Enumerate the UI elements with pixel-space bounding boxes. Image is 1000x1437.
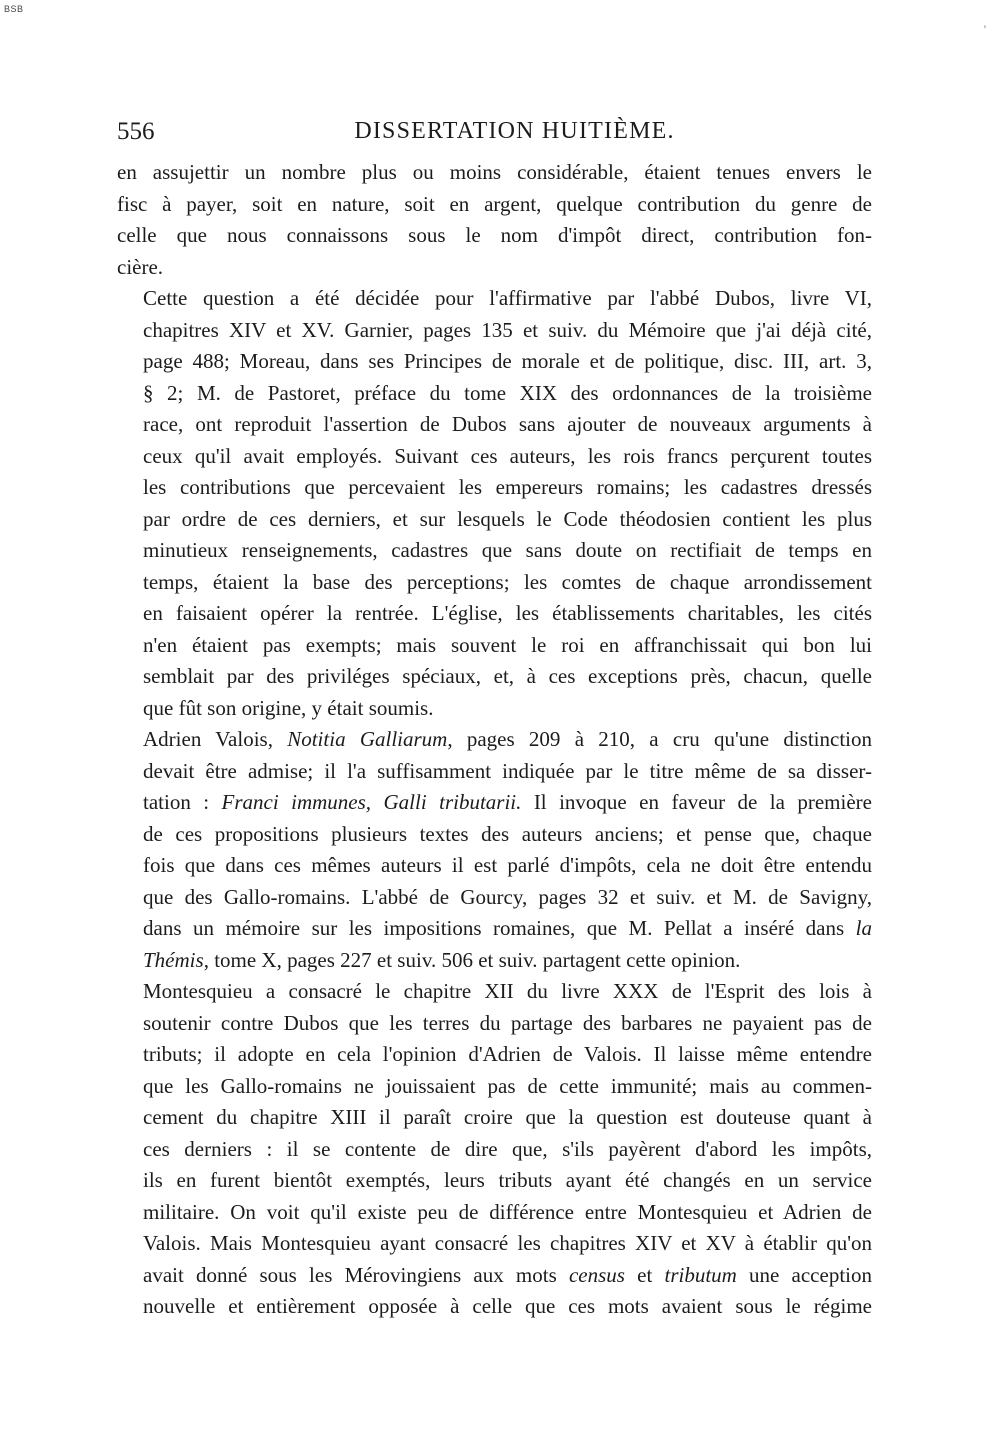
text-line: [117, 661, 872, 693]
text-line: [117, 472, 872, 504]
text-line: [117, 819, 872, 851]
text-run: cement du chapitre XIII il paraît croire que la question est douteuse quant à: [143, 1105, 872, 1129]
text-run: minutieux renseignements, cadastres que sans doute on rectifiait de temps en: [143, 538, 872, 562]
text-run: ceux qu'il avait employés. Suivant ces auteurs, les rois francs perçurent toutes: [143, 443, 872, 468]
paragraph: [117, 157, 872, 283]
text-line: [117, 756, 872, 788]
text-run: Il invoque en faveur de la première: [521, 790, 872, 814]
text-run: Montesquieu a consacré le chapitre XII du livre XXX de l'Esprit des lois à: [143, 979, 872, 1003]
italic-text: tributum: [664, 1262, 737, 1287]
text-run: fois que dans ces mêmes auteurs il est parlé d'impôts, cela ne doit être entendu: [143, 853, 872, 877]
text-run: par ordre de ces derniers, et sur lesquels le Code théodosien contient les plus: [143, 506, 872, 531]
text-run: Adrien Valois,: [143, 727, 288, 751]
text-run: dans un mémoire sur les impositions romaines, que M. Pellat a inséré dans: [143, 916, 856, 940]
text-run: de ces propositions plusieurs textes des auteurs anciens; et pense que, chaque: [143, 821, 872, 846]
text-line: [117, 1291, 872, 1323]
text-line: [117, 630, 872, 662]
italic-text: Thémis: [143, 947, 204, 972]
text-line: [117, 157, 872, 189]
paragraph: [117, 283, 872, 724]
text-run: en faisaient opérer la rentrée. L'église, les établissements charitables, les cités: [143, 601, 872, 625]
paragraph: [117, 724, 872, 976]
text-run: , tome X, pages 227 et suiv. 506 et suiv. partagent cette opinion.: [203, 947, 741, 972]
text-line: [117, 409, 872, 441]
body-text: [117, 157, 872, 1323]
text-run: avait donné sous les Mérovingiens aux mots: [143, 1262, 569, 1287]
italic-text: Notitia Galliarum: [287, 727, 448, 751]
text-run: n'en étaient pas exempts; mais souvent le roi en affranchissait qui bon lui: [143, 632, 872, 657]
text-run: tributs; il adopte en cela l'opinion d'Adrien de Valois. Il laisse même entendre: [143, 1042, 872, 1066]
margin-mark: ': [983, 22, 986, 36]
text-run: § 2; M. de Pastoret, préface du tome XIX des ordonnances de la troisième: [143, 380, 872, 405]
text-line: [117, 1260, 872, 1292]
text-run: Valois. Mais Montesquieu ayant consacré les chapitres XIV et XV à établir qu'on: [143, 1231, 872, 1255]
text-run: tation :: [143, 790, 222, 814]
text-line: [117, 1039, 872, 1071]
text-run: que les Gallo-romains ne jouissaient pas de cette immunité; mais au commen-: [143, 1073, 872, 1098]
text-line: [117, 945, 872, 977]
text-line: [117, 504, 872, 536]
text-line: [117, 220, 872, 252]
text-line: [117, 787, 872, 819]
text-line: [117, 252, 872, 284]
text-run: en assujettir un nombre plus ou moins considérable, étaient tenues envers le: [117, 160, 872, 184]
italic-text: la: [855, 916, 872, 940]
page-number: 556: [117, 118, 155, 145]
text-run: et: [624, 1262, 665, 1287]
text-line: [117, 693, 872, 725]
page-header: [117, 118, 872, 152]
text-run: race, ont reproduit l'assertion de Dubos sans ajouter de nouveaux arguments à: [143, 412, 872, 436]
text-line: [117, 1071, 872, 1103]
text-line: [117, 1165, 872, 1197]
paragraph: [117, 976, 872, 1323]
text-line: [117, 535, 872, 567]
text-line: [117, 189, 872, 221]
library-stamp: BSB: [4, 4, 24, 14]
text-run: semblait par des priviléges spéciaux, et, à ces exceptions près, chacun, quelle: [143, 664, 872, 688]
text-line: [117, 724, 872, 756]
italic-text: Franci immunes, Galli tributarii.: [221, 790, 522, 814]
text-line: [117, 1197, 872, 1229]
text-run: page 488; Moreau, dans ses Principes de morale et de politique, disc. III, art. 3,: [143, 349, 872, 373]
text-run: que fût son origine, y était soumis.: [143, 695, 434, 720]
text-run: que des Gallo-romains. L'abbé de Gourcy, pages 32 et suiv. et M. de Savigny,: [143, 884, 872, 909]
text-line: [117, 567, 872, 599]
text-run: chapitres XIV et XV. Garnier, pages 135 et suiv. du Mémoire que j'ai déjà cité,: [143, 317, 872, 342]
text-run: une acception: [736, 1262, 872, 1287]
text-line: [117, 315, 872, 347]
text-run: les contributions que percevaient les empereurs romains; les cadastres dressés: [143, 475, 872, 499]
text-run: fisc à payer, soit en nature, soit en argent, quelque contribution du genre de: [117, 191, 872, 216]
text-run: soutenir contre Dubos que les terres du partage des barbares ne payaient pas de: [143, 1010, 872, 1035]
text-run: Cette question a été décidée pour l'affirmative par l'abbé Dubos, livre VI,: [143, 286, 872, 310]
text-run: ces derniers : il se contente de dire que, s'ils payèrent d'abord les impôts,: [143, 1136, 872, 1161]
text-line: [117, 441, 872, 473]
text-line: [117, 850, 872, 882]
text-line: [117, 913, 872, 945]
text-run: militaire. On voit qu'il existe peu de différence entre Montesquieu et Adrien de: [143, 1199, 872, 1224]
text-run: celle que nous connaissons sous le nom d'impôt direct, contribution fon-: [117, 223, 872, 247]
text-line: [117, 1228, 872, 1260]
text-line: [117, 882, 872, 914]
text-line: [117, 346, 872, 378]
text-line: [117, 598, 872, 630]
text-run: temps, étaient la base des perceptions; les comtes de chaque arrondissement: [143, 569, 872, 594]
italic-text: census: [568, 1262, 625, 1287]
text-run: , pages 209 à 210, a cru qu'une distinction: [447, 727, 872, 751]
text-line: [117, 1134, 872, 1166]
text-line: [117, 378, 872, 410]
text-run: cière.: [117, 254, 164, 279]
running-title: DISSERTATION HUITIÈME.: [354, 118, 675, 144]
text-run: nouvelle et entièrement opposée à celle que ces mots avaient sous le régime: [143, 1294, 872, 1318]
text-line: [117, 1008, 872, 1040]
text-line: [117, 1102, 872, 1134]
text-run: devait être admise; il l'a suffisamment indiquée par le titre même de sa disser-: [143, 758, 872, 783]
text-line: [117, 976, 872, 1008]
text-line: [117, 283, 872, 315]
text-run: ils en furent bientôt exemptés, leurs tributs ayant été changés en un service: [143, 1168, 872, 1192]
